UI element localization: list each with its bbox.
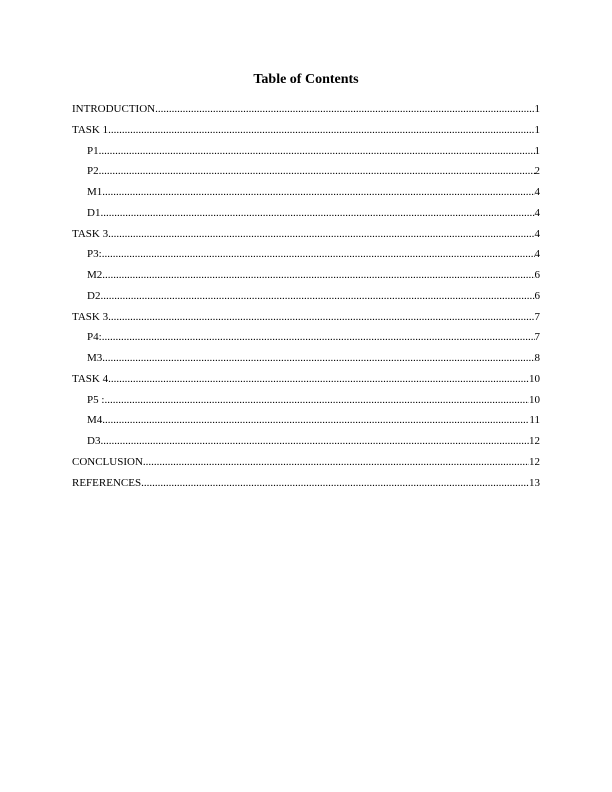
toc-entry-label: M1 (87, 186, 103, 198)
toc-entry-page-number: 12 (529, 435, 540, 447)
toc-entry[interactable] (72, 268, 540, 289)
toc-dot-leader (102, 185, 534, 199)
toc-entry-page-number: 4 (534, 206, 540, 219)
toc-dot-leader (102, 247, 535, 261)
toc-entry[interactable] (72, 310, 540, 331)
toc-entry[interactable] (72, 476, 540, 497)
toc-entry[interactable] (72, 164, 540, 185)
toc-entry-label: TASK 3 (72, 310, 109, 323)
toc-entry-label: TASK 4 (72, 372, 109, 385)
toc-entry-label: P2 (87, 165, 99, 178)
toc-entry-label: TASK 1 (72, 123, 109, 136)
toc-entry-page-number: 10 (529, 393, 540, 406)
toc-entry[interactable] (72, 372, 540, 393)
toc-dot-leader (99, 144, 535, 158)
toc-entry-label: M3 (87, 352, 103, 364)
toc-entry-label: M4 (87, 414, 103, 427)
toc-entry[interactable] (72, 102, 540, 123)
toc-entry[interactable] (72, 455, 540, 476)
toc-entry-page-number: 4 (534, 227, 540, 240)
toc-entry-page-number: 1 (534, 123, 540, 136)
toc-entry-label: TASK 3 (72, 227, 109, 240)
toc-entry[interactable] (72, 393, 540, 414)
toc-entry-page-number: 6 (534, 269, 540, 281)
toc-entry-label: P3: (87, 248, 102, 261)
toc-entry[interactable] (72, 206, 540, 227)
toc-dot-leader (102, 351, 534, 365)
toc-entry[interactable] (72, 289, 540, 310)
toc-dot-leader (99, 164, 535, 178)
toc-entry-label: CONCLUSION (72, 455, 143, 468)
toc-entry-page-number: 2 (534, 165, 540, 178)
toc-dot-leader (108, 123, 534, 137)
toc-entry-label: D3 (87, 435, 101, 447)
toc-entry-label: P1 (87, 144, 99, 157)
toc-entry[interactable] (72, 185, 540, 206)
toc-entry-page-number: 4 (534, 248, 540, 261)
toc-entry-page-number: 4 (534, 186, 540, 198)
toc-dot-leader (100, 289, 534, 303)
toc-entry-page-number: 7 (534, 310, 540, 323)
toc-dot-leader (102, 330, 535, 344)
toc-entry[interactable] (72, 330, 540, 351)
toc-dot-leader (102, 268, 534, 282)
toc-dot-leader (100, 206, 534, 220)
toc-entry-page-number: 6 (534, 289, 540, 302)
toc-dot-leader (100, 434, 529, 448)
toc-dot-leader (155, 102, 534, 116)
toc-entry-label: M2 (87, 269, 103, 281)
toc-dot-leader (104, 393, 529, 407)
toc-entry-label: D2 (87, 289, 101, 302)
toc-entry-page-number: 10 (529, 372, 540, 385)
toc-entry-page-number: 1 (534, 103, 540, 115)
toc-entry-label: INTRODUCTION (72, 103, 156, 115)
toc-entry-label: REFERENCES (72, 476, 142, 489)
toc-entry[interactable] (72, 434, 540, 455)
toc-entry[interactable] (72, 247, 540, 268)
toc-dot-leader (108, 310, 534, 324)
toc-entry-label: D1 (87, 206, 101, 219)
toc-entry-label: P5 : (87, 393, 105, 406)
toc-entry-page-number: 1 (534, 144, 540, 157)
toc-entry[interactable] (72, 351, 540, 372)
toc-dot-leader (108, 372, 529, 386)
toc-entry-page-number: 8 (534, 352, 540, 364)
toc-title: Table of Contents (253, 72, 359, 87)
toc-dot-leader (102, 413, 529, 427)
toc-entry-label: P4: (87, 331, 102, 344)
toc-dot-leader (108, 227, 534, 241)
toc-entry-page-number: 11 (529, 414, 540, 427)
toc-dot-leader (143, 455, 529, 469)
toc-entry-page-number: 7 (534, 331, 540, 344)
toc-list (72, 102, 540, 496)
toc-entry[interactable] (72, 227, 540, 248)
toc-entry[interactable] (72, 123, 540, 144)
toc-dot-leader (141, 476, 529, 490)
toc-entry[interactable] (72, 144, 540, 165)
toc-entry-page-number: 13 (529, 476, 540, 489)
toc-entry-page-number: 12 (529, 455, 540, 468)
toc-entry[interactable] (72, 413, 540, 434)
